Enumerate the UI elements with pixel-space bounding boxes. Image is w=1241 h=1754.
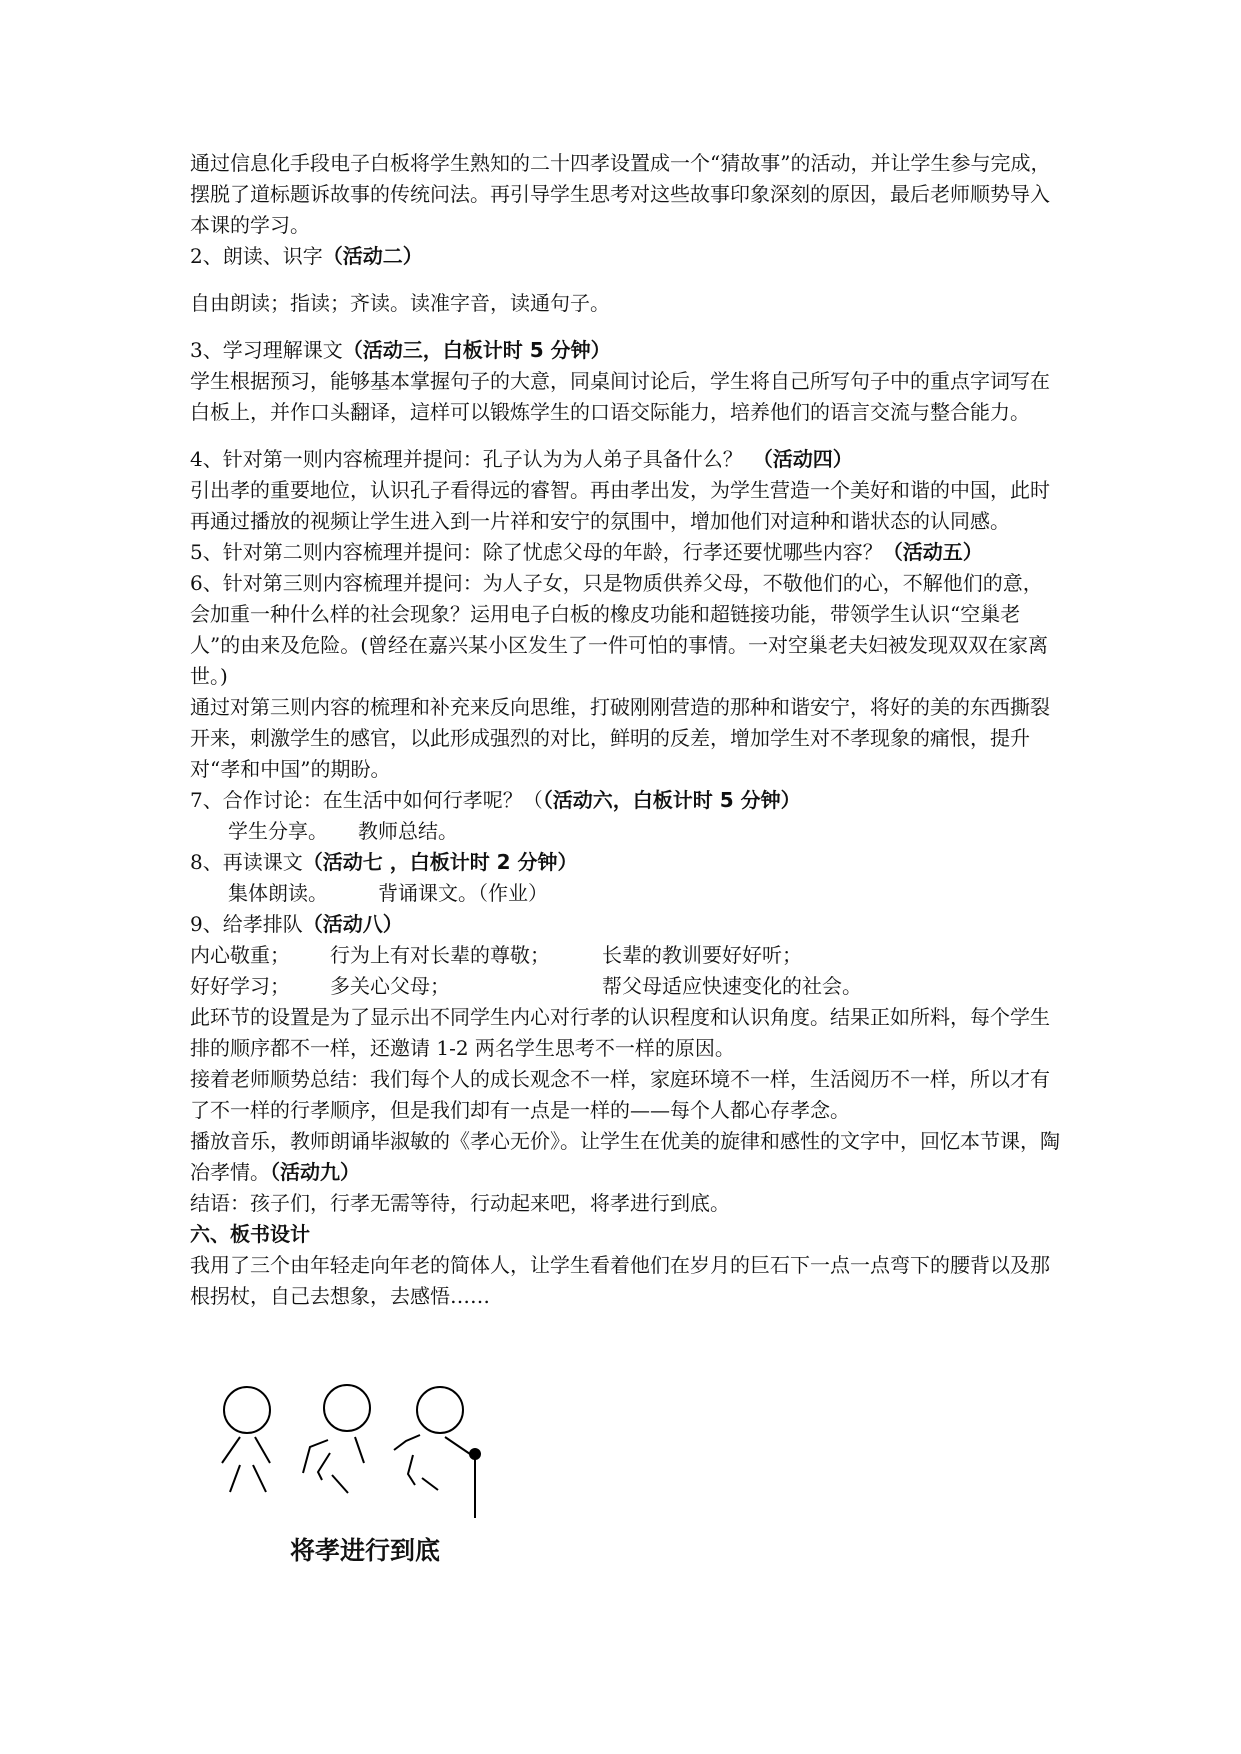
section-2-heading xyxy=(190,241,1060,272)
board-design-text: 我用了三个由年轻走向年老的简体人，让学生看着他们在岁月的巨石下一点一点弯下的腰背以及那根拐杖，自己去想象，去感悟…… xyxy=(190,1253,1050,1308)
section-9-text-a: 此环节的设置是为了显示出不同学生内心对行孝的认识程度和认识角度。结果正如所料，每个学生排的顺序都不一样，还邀请 1-2 两名学生思考不一样的原因。 xyxy=(190,1005,1050,1060)
section-4-text: 引出孝的重要地位，认识孔子看得远的睿智。再由孝出发，为学生营造一个美好和谐的中国，此时再通过播放的视频让学生进入到一片祥和安宁的氛围中，增加他们对這种和谐状态的认同感。 xyxy=(190,478,1050,533)
ranking-row-1 xyxy=(190,940,1060,971)
intro-paragraph: 通过信息化手段电子白板将学生熟知的二十四孝设置成一个“猜故事”的活动，并让学生参与完成，摆脱了道标题诉故事的传统问法。再引导学生思考对这些故事印象深刻的原因，最后老师顺势导入本课的学习。 xyxy=(190,151,1051,237)
section-six-heading: 六、板书设计 xyxy=(190,1222,310,1246)
section-3-text: 学生根据预习，能够基本掌握句子的大意，同桌间讨论后，学生将自己所写句子中的重点字词写在白板上，并作口头翻译，這样可以锻炼学生的口语交际能力，培养他们的语言交流与整合能力。 xyxy=(190,369,1050,424)
elderly-figure xyxy=(394,1387,475,1518)
section-9-title: 9、给孝排队 xyxy=(190,912,303,936)
section-3-heading xyxy=(190,335,1060,366)
section-6-text: 6、针对第三则内容梳理并提问：为人子女，只是物质供养父母，不敬他们的心，不解他们的意，会加重一种什么样的社会现象？运用电子白板的橡皮功能和超链接功能，带领学生认识“空巢老人”的由来及危险。(曾经在嘉兴某小区发生了一件可怕的事情。一对空巢老夫妇被发现双双在家离世。) xyxy=(190,571,1049,688)
stick-figures-illustration xyxy=(200,1375,500,1525)
ranking-item: 多关心父母； xyxy=(330,974,450,998)
ranking-item: 行为上有对长辈的尊敬； xyxy=(330,943,550,967)
middle-aged-figure xyxy=(303,1385,370,1493)
conclusion-text: 结语：孩子们，行孝无需等待，行动起来吧，将孝进行到底。 xyxy=(190,1191,730,1215)
section-4-title: 4、针对第一则内容梳理并提问：孔子认为为人弟子具备什么？ xyxy=(190,447,763,471)
ranking-item: 帮父母适应快速变化的社会。 xyxy=(602,974,862,998)
section-8-text: 集体朗读。 背诵课文。（作业） xyxy=(228,881,548,905)
section-9-text-c-body: 播放音乐，教师朗诵毕淑敏的《孝心无价》。让学生在优美的旋律和感性的文字中，回忆本节课，陶冶孝情。 xyxy=(190,1129,1060,1184)
ranking-item: 内心敬重； xyxy=(190,943,290,967)
section-4-heading xyxy=(190,444,1060,475)
activity-7-tag: （活动七 ，白板计时 2 分钟） xyxy=(302,850,578,874)
section-6-followup: 通过对第三则内容的梳理和补充来反向思维，打破刚刚营造的那种和谐安宁，将好的美的东西撕裂开来，刺激学生的感官，以此形成强烈的对比，鲜明的反差，增加学生对不孝现象的痛恨，提升对“孝和中国”的期盼。 xyxy=(190,695,1050,781)
section-7-text: 学生分享。 教师总结。 xyxy=(228,819,458,843)
activity-3-tag: （活动三，白板计时 5 分钟） xyxy=(342,338,611,362)
section-5-title: 5、针对第二则内容梳理并提问：除了忧虑父母的年龄，行孝还要忧哪些内容？ xyxy=(190,540,883,564)
section-9-text-c xyxy=(190,1126,1060,1188)
activity-9-tag: （活动九） xyxy=(270,1160,360,1184)
section-3-title: 3、学习理解课文 xyxy=(190,338,343,362)
section-7-heading xyxy=(190,785,1060,816)
section-9-heading xyxy=(190,909,1060,940)
activity-5-tag: （活动五） xyxy=(882,540,983,564)
section-8-title: 8、再读课文 xyxy=(190,850,303,874)
section-2-title: 2、朗读、识字 xyxy=(190,244,323,268)
cane-handle xyxy=(469,1448,481,1460)
board-caption: 将孝进行到底 xyxy=(290,1536,441,1565)
ranking-row-2 xyxy=(190,971,1060,1002)
section-7-title: 7、合作讨论：在生活中如何行孝呢？（ xyxy=(190,788,543,812)
ranking-item: 长辈的教训要好好听； xyxy=(602,943,802,967)
section-9-text-b: 接着老师顺势总结：我们每个人的成长观念不一样，家庭环境不一样，生活阅历不一样，所以才有了不一样的行孝顺序，但是我们却有一点是一样的——每个人都心存孝念。 xyxy=(190,1067,1050,1122)
section-2-text: 自由朗读；指读；齐读。读准字音，读通句子。 xyxy=(190,291,610,315)
section-8-heading xyxy=(190,847,1060,878)
activity-4-tag: （活动四） xyxy=(762,447,853,471)
young-figure xyxy=(222,1387,270,1492)
activity-2-tag: （活动二） xyxy=(322,244,423,268)
activity-8-tag: （活动八） xyxy=(302,912,403,936)
ranking-item: 好好学习； xyxy=(190,974,290,998)
activity-6-tag: （活动六，白板计时 5 分钟） xyxy=(542,788,801,812)
section-5-heading xyxy=(190,537,1060,568)
document-body xyxy=(190,148,1060,1312)
